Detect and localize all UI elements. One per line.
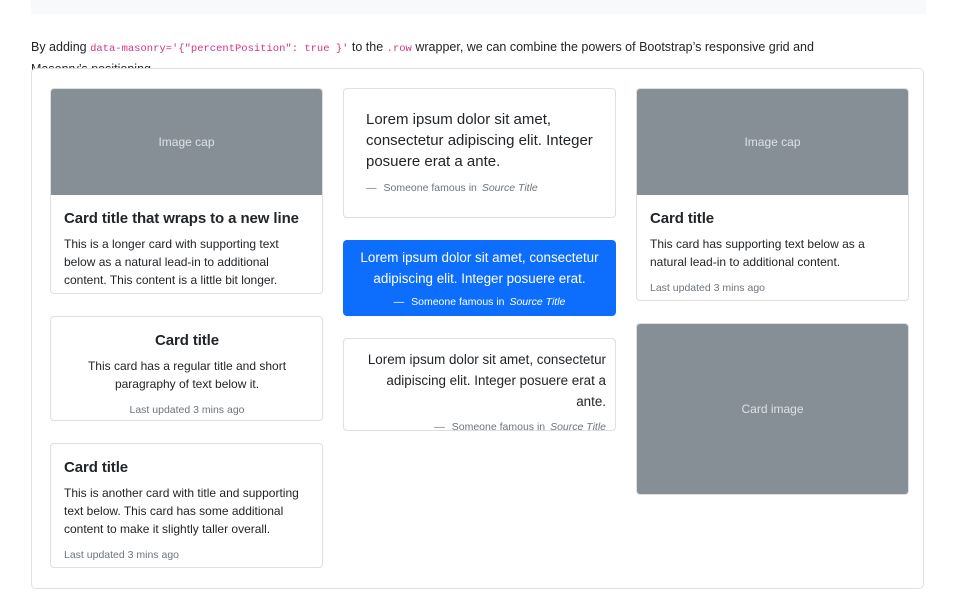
card-image-cap-right: [636, 88, 909, 301]
inline-code-row: .row: [386, 42, 412, 55]
card-blockquote-primary: [343, 240, 616, 316]
blockquote-cite: Source Title: [509, 296, 566, 308]
card-title: Card title: [64, 459, 129, 476]
masonry-column-3: [636, 88, 909, 495]
card-text: This card has a regular title and short paragraphy of text below it.: [87, 359, 287, 391]
blockquote-text: Lorem ipsum dolor sit amet, consectetur adipiscing elit. Integer posuere erat a ante.: [367, 352, 606, 409]
blockquote-text: Lorem ipsum dolor sit amet, consectetur adipiscing elit. Integer posuere erat.: [360, 250, 599, 286]
card-updated-text: Last updated 3 mins ago: [64, 549, 179, 561]
card-body: [51, 195, 322, 294]
code-snippet-remnant: [31, 0, 926, 14]
card-centered-text: [50, 316, 323, 421]
intro-text: wrapper, we can combine the powers of Bootstrap’s responsive grid and: [411, 39, 814, 54]
card-image-label: Card image: [741, 402, 804, 416]
intro-text: By adding: [31, 39, 91, 54]
card-text: This card has supporting text below as a natural lead-in to additional content.: [650, 237, 865, 269]
blockquote-attribution: Someone famous in: [383, 182, 477, 194]
masonry-example-frame: [31, 68, 924, 589]
masonry-column-2: [343, 88, 616, 431]
card-blockquote: [343, 88, 616, 218]
image-cap-placeholder: [51, 89, 322, 195]
intro-line-1: [31, 40, 814, 54]
card-image-cap-left: [50, 88, 323, 294]
blockquote-dash: —: [393, 296, 405, 308]
card-title: Card title: [154, 332, 219, 349]
card-blockquote-right: [343, 338, 616, 431]
blockquote-dash: —: [366, 182, 377, 194]
card-body: [637, 195, 908, 301]
blockquote-footer: [355, 295, 604, 309]
card-full-image: [636, 323, 909, 495]
card-left-text: [50, 443, 323, 568]
blockquote-cite: Source Title: [481, 182, 538, 194]
card-body: [51, 317, 322, 421]
image-cap-label: Image cap: [744, 135, 801, 149]
card-updated-text: Last updated 3 mins ago: [129, 404, 245, 416]
blockquote-footer: [366, 181, 593, 195]
image-cap-label: Image cap: [158, 135, 215, 149]
blockquote-cite: Source Title: [550, 421, 606, 431]
card-text: This is another card with title and supporting text below. This card has some additional content to make it slightly taller overall.: [64, 486, 299, 536]
blockquote-attribution: Someone famous in: [411, 296, 505, 308]
blockquote-footer: [353, 420, 606, 431]
card-title: Card title that wraps to a new line: [64, 210, 299, 227]
card-image-placeholder: [637, 324, 908, 494]
card-title: Card title: [650, 210, 715, 227]
blockquote-attribution: Someone famous in: [451, 421, 546, 431]
card-updated-text: Last updated 3 mins ago: [650, 282, 765, 294]
inline-code-data-masonry: data-masonry='{"percentPosition": true }': [90, 42, 349, 55]
card-body: [51, 444, 322, 568]
blockquote-text: Lorem ipsum dolor sit amet, consectetur adipiscing elit. Integer posuere erat a ante.: [366, 111, 593, 170]
image-cap-placeholder: [637, 89, 908, 195]
masonry-column-1: [50, 88, 323, 568]
intro-text: to the: [348, 39, 387, 54]
blockquote-dash: —: [434, 421, 445, 431]
card-text: This is a longer card with supporting text below as a natural lead-in to additional content. This content is a little bit longer.: [64, 237, 279, 287]
